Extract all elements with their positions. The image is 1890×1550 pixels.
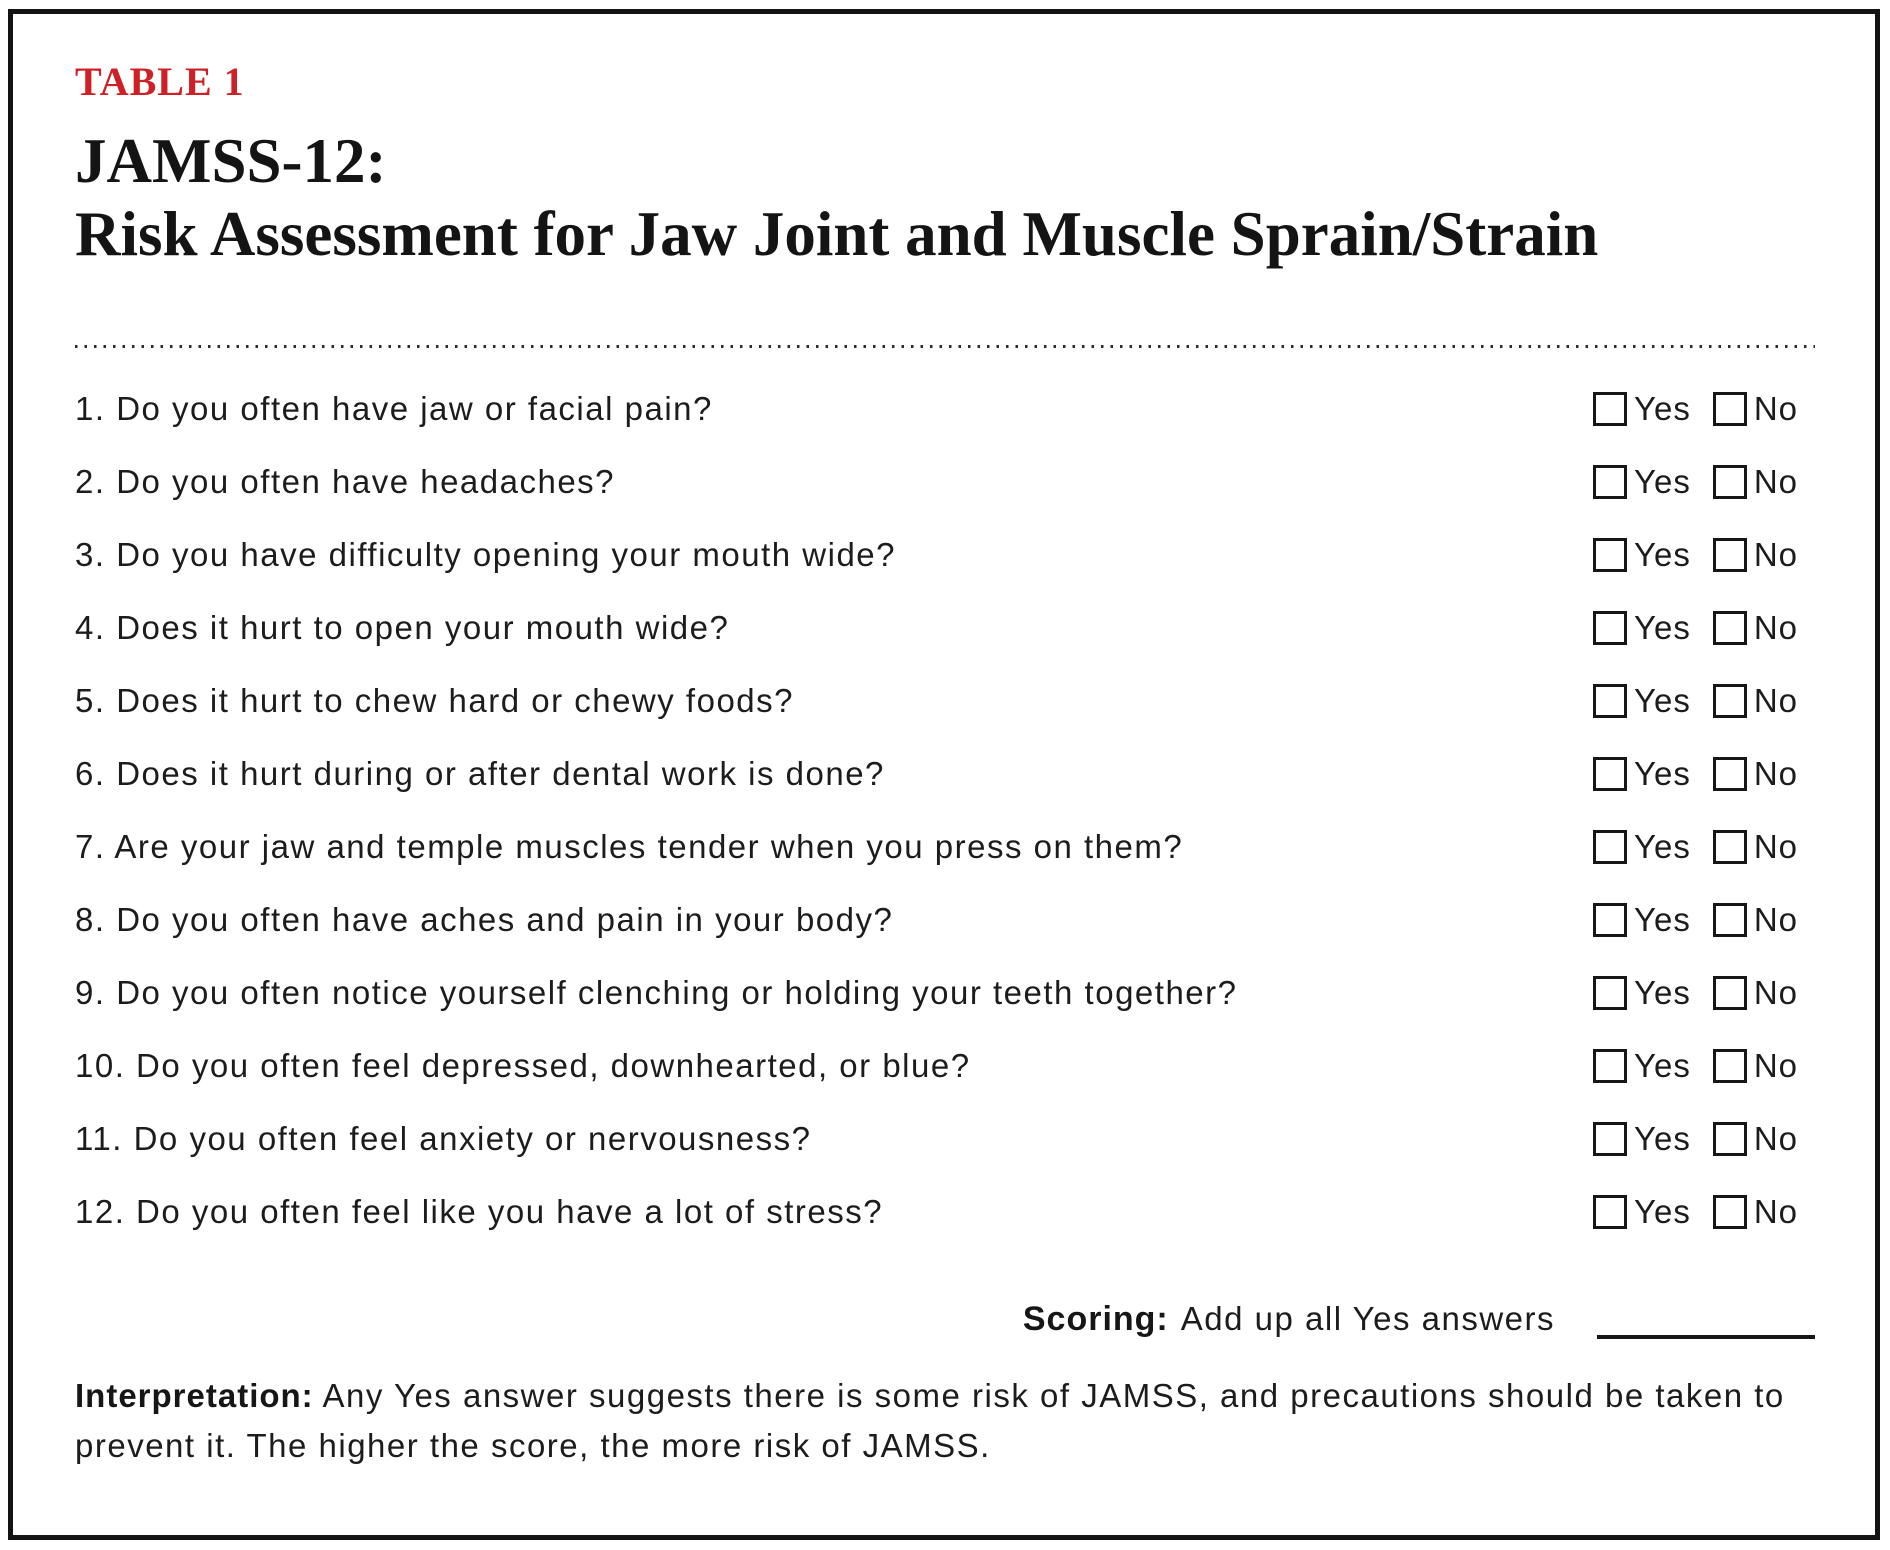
question-text: 12. Do you often feel like you have a lot of stress? xyxy=(75,1192,884,1230)
no-checkbox[interactable] xyxy=(1713,465,1747,499)
yes-label: Yes xyxy=(1634,462,1691,500)
answer-options xyxy=(1593,463,1815,501)
question-row-7 xyxy=(75,810,1815,883)
score-blank-line[interactable] xyxy=(1597,1300,1815,1339)
yes-checkbox[interactable] xyxy=(1593,465,1627,499)
yes-checkbox[interactable] xyxy=(1593,392,1627,426)
yes-checkbox[interactable] xyxy=(1593,976,1627,1010)
interpretation-text: Any Yes answer suggests there is some risk of JAMSS, and precautions should be taken to prevent it. The higher the score, the more risk of JAMSS. xyxy=(75,1377,1785,1464)
no-label: No xyxy=(1753,681,1799,719)
yes-label: Yes xyxy=(1634,608,1691,646)
answer-options xyxy=(1593,536,1815,574)
question-row-10 xyxy=(75,1029,1815,1102)
question-text: 1. Do you often have jaw or facial pain? xyxy=(75,389,713,427)
yes-checkbox[interactable] xyxy=(1593,903,1627,937)
no-label: No xyxy=(1753,754,1799,792)
question-text: 7. Are your jaw and temple muscles tender when you press on them? xyxy=(75,827,1184,865)
question-row-9 xyxy=(75,956,1815,1029)
question-row-11 xyxy=(75,1102,1815,1175)
yes-label: Yes xyxy=(1634,389,1691,427)
no-checkbox[interactable] xyxy=(1713,538,1747,572)
yes-checkbox[interactable] xyxy=(1593,611,1627,645)
question-row-1 xyxy=(75,372,1815,445)
answer-options xyxy=(1593,682,1815,720)
answer-options xyxy=(1593,974,1815,1012)
scoring-label: Scoring: xyxy=(1022,1300,1169,1338)
question-row-12 xyxy=(75,1175,1815,1248)
yes-checkbox[interactable] xyxy=(1593,1122,1627,1156)
no-label: No xyxy=(1753,1192,1799,1230)
no-checkbox[interactable] xyxy=(1713,1122,1747,1156)
question-row-5 xyxy=(75,664,1815,737)
answer-options xyxy=(1593,1120,1815,1158)
interpretation-paragraph xyxy=(75,1371,1815,1471)
question-row-8 xyxy=(75,883,1815,956)
no-checkbox[interactable] xyxy=(1713,976,1747,1010)
yes-label: Yes xyxy=(1634,973,1691,1011)
answer-options xyxy=(1593,755,1815,793)
scoring-row xyxy=(75,1300,1815,1339)
question-text: 2. Do you often have headaches? xyxy=(75,462,616,500)
no-label: No xyxy=(1753,900,1799,938)
answer-options xyxy=(1593,390,1815,428)
answer-options xyxy=(1593,1047,1815,1085)
no-label: No xyxy=(1753,535,1799,573)
question-text: 11. Do you often feel anxiety or nervousness? xyxy=(75,1119,812,1157)
yes-checkbox[interactable] xyxy=(1593,1195,1627,1229)
table-title-line2: Risk Assessment for Jaw Joint and Muscle Sprain/Strain xyxy=(75,199,1599,269)
no-label: No xyxy=(1753,462,1799,500)
yes-checkbox[interactable] xyxy=(1593,538,1627,572)
question-text: 5. Does it hurt to chew hard or chewy foods? xyxy=(75,681,795,719)
question-row-4 xyxy=(75,591,1815,664)
interpretation-label: Interpretation: xyxy=(75,1377,314,1414)
table-title-line1: JAMSS-12: xyxy=(75,126,387,196)
yes-label: Yes xyxy=(1634,1192,1691,1230)
scoring-instruction: Add up all Yes answers xyxy=(1180,1300,1555,1337)
question-text: 4. Does it hurt to open your mouth wide? xyxy=(75,608,730,646)
answer-options xyxy=(1593,1193,1815,1231)
yes-checkbox[interactable] xyxy=(1593,1049,1627,1083)
answer-options xyxy=(1593,901,1815,939)
no-checkbox[interactable] xyxy=(1713,1049,1747,1083)
no-checkbox[interactable] xyxy=(1713,903,1747,937)
yes-label: Yes xyxy=(1634,1119,1691,1157)
no-label: No xyxy=(1753,973,1799,1011)
question-row-6 xyxy=(75,737,1815,810)
no-checkbox[interactable] xyxy=(1713,392,1747,426)
question-list xyxy=(75,372,1815,1248)
question-text: 10. Do you often feel depressed, downhearted, or blue? xyxy=(75,1046,971,1084)
dotted-divider xyxy=(75,345,1815,348)
no-checkbox[interactable] xyxy=(1713,757,1747,791)
answer-options xyxy=(1593,609,1815,647)
yes-label: Yes xyxy=(1634,827,1691,865)
yes-label: Yes xyxy=(1634,754,1691,792)
yes-label: Yes xyxy=(1634,681,1691,719)
no-label: No xyxy=(1753,389,1799,427)
table-frame xyxy=(8,9,1880,1540)
no-label: No xyxy=(1753,827,1799,865)
question-text: 6. Does it hurt during or after dental work is done? xyxy=(75,754,885,792)
no-label: No xyxy=(1753,1046,1799,1084)
question-text: 8. Do you often have aches and pain in your body? xyxy=(75,900,894,938)
question-row-2 xyxy=(75,445,1815,518)
no-label: No xyxy=(1753,1119,1799,1157)
question-text: 3. Do you have difficulty opening your mouth wide? xyxy=(75,535,897,573)
yes-label: Yes xyxy=(1634,1046,1691,1084)
yes-checkbox[interactable] xyxy=(1593,830,1627,864)
no-checkbox[interactable] xyxy=(1713,1195,1747,1229)
table-title xyxy=(75,125,1815,271)
yes-checkbox[interactable] xyxy=(1593,684,1627,718)
question-row-3 xyxy=(75,518,1815,591)
no-checkbox[interactable] xyxy=(1713,684,1747,718)
answer-options xyxy=(1593,828,1815,866)
yes-checkbox[interactable] xyxy=(1593,757,1627,791)
yes-label: Yes xyxy=(1634,535,1691,573)
table-content xyxy=(13,14,1875,1535)
no-checkbox[interactable] xyxy=(1713,611,1747,645)
no-checkbox[interactable] xyxy=(1713,830,1747,864)
yes-label: Yes xyxy=(1634,900,1691,938)
question-text: 9. Do you often notice yourself clenching or holding your teeth together? xyxy=(75,973,1238,1011)
table-label: TABLE 1 xyxy=(75,59,245,104)
no-label: No xyxy=(1753,608,1799,646)
